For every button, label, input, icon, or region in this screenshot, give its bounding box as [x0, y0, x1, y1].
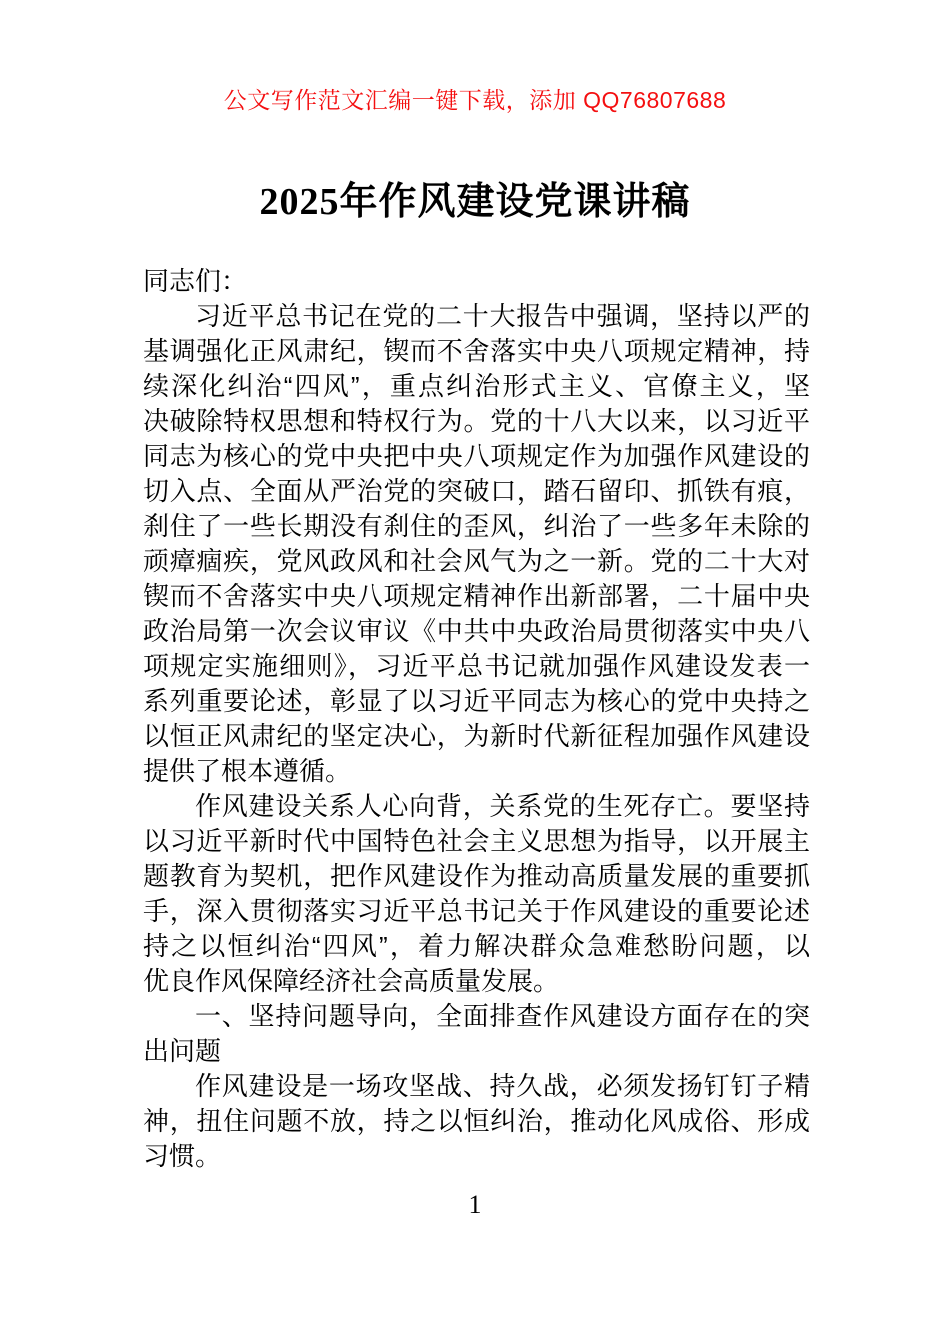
paragraph-line: 切入点、全面从严治党的突破口，踏石留印、抓铁有痕， — [143, 476, 810, 506]
paragraph-line: 持之以恒纠治“四风”，着力解决群众急难愁盼问题，以 — [143, 931, 810, 961]
paragraph-line: 神，扭住问题不放，持之以恒纠治，推动化风成俗、形成 — [143, 1106, 810, 1136]
section-heading-line: 一、坚持问题导向，全面排查作风建设方面存在的突 — [195, 1001, 810, 1031]
paragraph-line: 决破除特权思想和特权行为。党的十八大以来，以习近平 — [143, 406, 810, 436]
paragraph-line: 以习近平新时代中国特色社会主义思想为指导，以开展主 — [143, 826, 810, 856]
paragraph-line: 以恒正风肃纪的坚定决心，为新时代新征程加强作风建设 — [143, 721, 810, 751]
paragraph-line: 项规定实施细则》，习近平总书记就加强作风建设发表一 — [143, 651, 810, 681]
paragraph-line: 手，深入贯彻落实习近平总书记关于作风建设的重要论述 — [143, 896, 810, 926]
paragraph-line: 基调强化正风肃纪，锲而不舍落实中央八项规定精神，持 — [143, 336, 810, 366]
paragraph-line: 作风建设关系人心向背，关系党的生死存亡。要坚持 — [195, 791, 810, 821]
paragraph-line: 习惯。 — [143, 1141, 222, 1171]
salutation-line: 同志们： — [143, 266, 248, 296]
paragraph-line: 续深化纠治“四风”，重点纠治形式主义、官僚主义，坚 — [143, 371, 810, 401]
paragraph-line: 作风建设是一场攻坚战、持久战，必须发扬钉钉子精 — [195, 1071, 810, 1101]
document-body — [143, 264, 810, 1174]
promo-banner-text: 公文写作范文汇编一键下载，添加 QQ76807688 — [223, 87, 727, 113]
paragraph-line: 提供了根本遵循。 — [143, 756, 352, 786]
document-title: 2025年作风建设党课讲稿 — [259, 181, 691, 223]
paragraph-line: 政治局第一次会议审议《中共中央政治局贯彻落实中央八 — [143, 616, 810, 646]
section-heading-line: 出问题 — [143, 1036, 222, 1066]
paragraph-line: 顽瘴痼疾，党风政风和社会风气为之一新。党的二十大对 — [143, 546, 810, 576]
paragraph-line: 习近平总书记在党的二十大报告中强调，坚持以严的 — [195, 301, 810, 331]
paragraph-line: 锲而不舍落实中央八项规定精神作出新部署，二十届中央 — [143, 581, 810, 611]
page-number: 1 — [468, 1190, 482, 1219]
paragraph-line: 同志为核心的党中央把中央八项规定作为加强作风建设的 — [143, 441, 810, 471]
paragraph-line: 题教育为契机，把作风建设作为推动高质量发展的重要抓 — [143, 861, 810, 891]
paragraph-line: 优良作风保障经济社会高质量发展。 — [143, 966, 560, 996]
paragraph-line: 系列重要论述，彰显了以习近平同志为核心的党中央持之 — [143, 686, 810, 716]
paragraph-line: 刹住了一些长期没有刹住的歪风，纠治了一些多年未除的 — [143, 511, 810, 541]
